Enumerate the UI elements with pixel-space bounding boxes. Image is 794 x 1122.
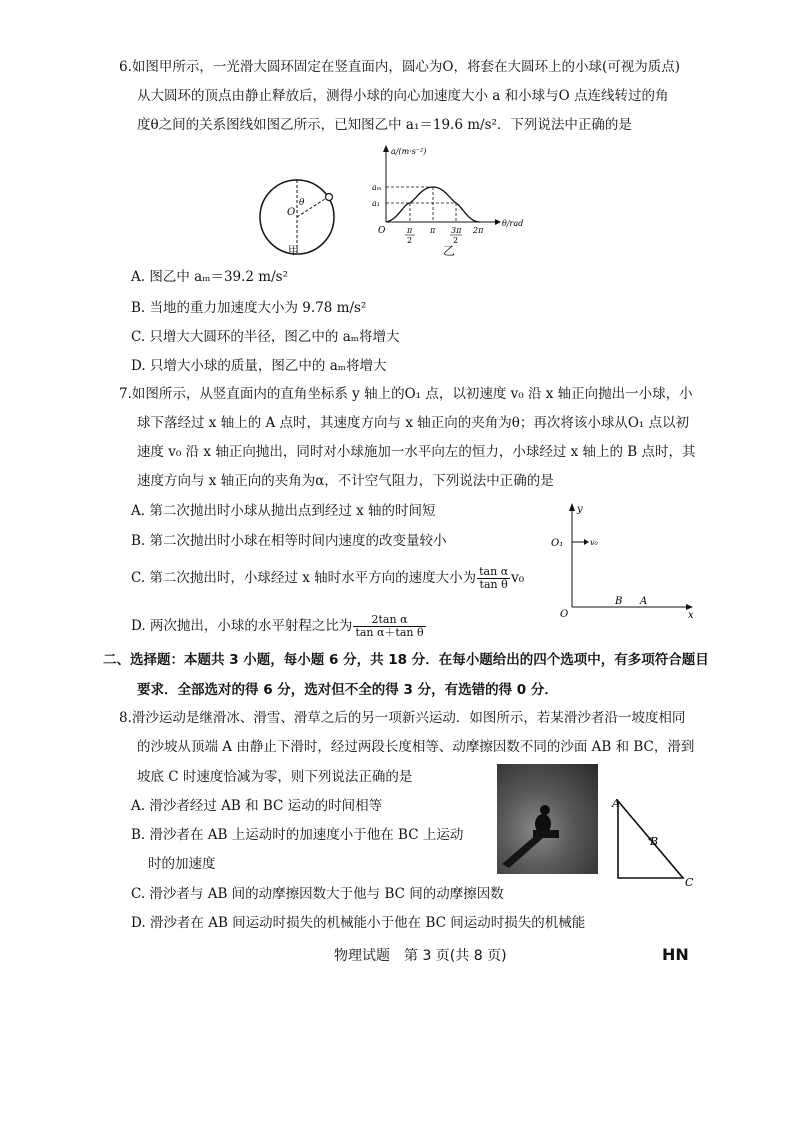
q7-stem-line4: 速度方向与 x 轴正向的夹角为α，不计空气阻力，下列说法中正确的是 [137,473,554,489]
fig-yi-caption: 乙 [443,244,456,258]
x-tick-3-den: 2 [453,236,459,245]
section2-line1: 二、选择题：本题共 3 小题，每小题 6 分，共 18 分．在每小题给出的四个选项中，有多项符合题目 [103,652,709,668]
y-mark-am: aₘ [372,183,382,192]
label-theta: θ [299,198,305,208]
q8-slope-figure [608,793,708,893]
A-label: A [640,596,648,607]
v0-label: v₀ [590,538,598,547]
origin-label: O [378,226,386,236]
q6-option-d: D. 只增大小球的质量，图乙中的 aₘ将增大 [131,358,387,374]
page-footer: 物理试题 第 3 页(共 8 页) [334,948,507,964]
B-label: B [615,596,623,607]
q8-option-d: D. 滑沙者在 AB 间运动时损失的机械能小于他在 BC 间运动时损失的机械能 [131,915,586,931]
q7-option-c-text: C. 第二次抛出时，小球经过 x 轴时水平方向的速度大小为 [131,570,477,586]
q7-stem-line3: 速度 v₀ 沿 x 轴正向抛出，同时对小球施加一水平向左的恒力，小球经过 x 轴上的 B 点时，其 [137,444,696,460]
exam-code: HN [662,945,689,964]
q7-option-c [131,566,524,591]
q6-figure-jia [255,175,345,265]
x-tick-3-num: 3π [451,226,462,235]
q7-option-c-fraction [477,566,510,591]
x-axis-label: θ/rad [502,219,524,228]
q8-option-b-line1: B. 滑沙者在 AB 上运动时的加速度小于他在 BC 上运动 [131,827,464,843]
q7-stem-line1: 7.如图所示，从竖直面内的直角坐标系 y 轴上的O₁ 点，以初速度 v₀ 沿 x 轴正向抛出一小球，小 [119,386,693,402]
v0-arrowhead [584,539,589,545]
q6-stem-line1: 6.如图甲所示，一光滑大圆环固定在竖直面内，圆心为O，将套在大圆环上的小球(可视为质点) [119,59,680,75]
q7-option-d-denominator: tan α＋tan θ [355,626,424,639]
q7-option-a: A. 第二次抛出时小球从抛出点到经过 x 轴的时间短 [131,503,436,519]
q7-figure [548,497,708,622]
q7-option-c-denominator: tan θ [479,578,508,591]
q6-stem-line2: 从大圆环的顶点由静止释放后，测得小球的向心加速度大小 a 和小球与O 点连线转过的角 [137,88,669,104]
q7-option-d-fraction [353,614,425,639]
q7-option-c-numerator: tan α [479,565,509,578]
x-arrow [495,219,501,225]
label-B: B [650,835,659,848]
O1-label: O₁ [551,538,564,549]
q7-option-d-numerator: 2tan α [353,614,425,627]
x-tick-2: π [430,226,436,235]
x-tick-1-num: π [407,226,413,235]
q8-stem-line3: 坡底 C 时速度恰减为零，则下列说法正确的是 [137,769,413,785]
q7-option-d [131,614,427,639]
q6-option-c: C. 只增大大圆环的半径，图乙中的 aₘ将增大 [131,329,400,345]
q6-figure-yi [370,140,540,245]
y-axis-label: a/(m·s⁻²) [391,147,427,156]
O-label: O [560,609,569,620]
q8-option-a: A. 滑沙者经过 AB 和 BC 运动的时间相等 [131,798,383,814]
q7-stem-line2: 球下落经过 x 轴上的 A 点时，其速度方向与 x 轴正向的夹角为θ；再次将该小球从O₁ 点以初 [137,415,690,431]
q7-option-c-v0: v₀ [511,570,525,586]
q7-option-d-text: D. 两次抛出，小球的水平射程之比为 [131,618,353,634]
sand-sliding-photo [497,764,598,874]
q6-option-a: A. 图乙中 aₘ＝39.2 m/s² [131,269,288,285]
section2-line2: 要求．全部选对的得 6 分，选对但不全的得 3 分，有选错的得 0 分． [137,682,558,698]
q6-option-b: B. 当地的重力加速度大小为 9.78 m/s² [131,300,367,316]
label-O: O [287,207,296,218]
y-mark-a1: a₁ [372,199,380,208]
y-arrow [383,145,389,152]
q8-option-c: C. 滑沙者与 AB 间的动摩擦因数大于他与 BC 间的动摩擦因数 [131,886,504,902]
fig-jia-caption: 甲 [288,244,299,257]
x-tick-4: 2π [473,226,484,235]
q8-option-b-line2: 时的加速度 [148,856,216,872]
y-label: y [577,504,583,515]
q7-option-b: B. 第二次抛出时小球在相等时间内速度的改变量较小 [131,533,447,549]
small-ball [326,194,333,201]
q8-stem-line2: 的沙坡从顶端 A 由静止下滑时，经过两段长度相等、动摩擦因数不同的沙面 AB 和 BC，滑到 [137,739,695,755]
x-tick-1-den: 2 [407,236,413,245]
label-A: A [612,797,620,810]
slider-silhouette [497,764,598,874]
q6-stem-line3: 度θ之间的关系图线如图乙所示，已知图乙中 a₁＝19.6 m/s²．下列说法中正确的是 [137,117,632,133]
label-C: C [685,876,694,889]
x-label: x [688,610,694,621]
y-arrow [569,503,575,511]
q8-stem-line1: 8.滑沙运动是继滑冰、滑雪、滑草之后的另一项新兴运动．如图所示，若某滑沙者沿一坡度相同 [119,710,686,726]
